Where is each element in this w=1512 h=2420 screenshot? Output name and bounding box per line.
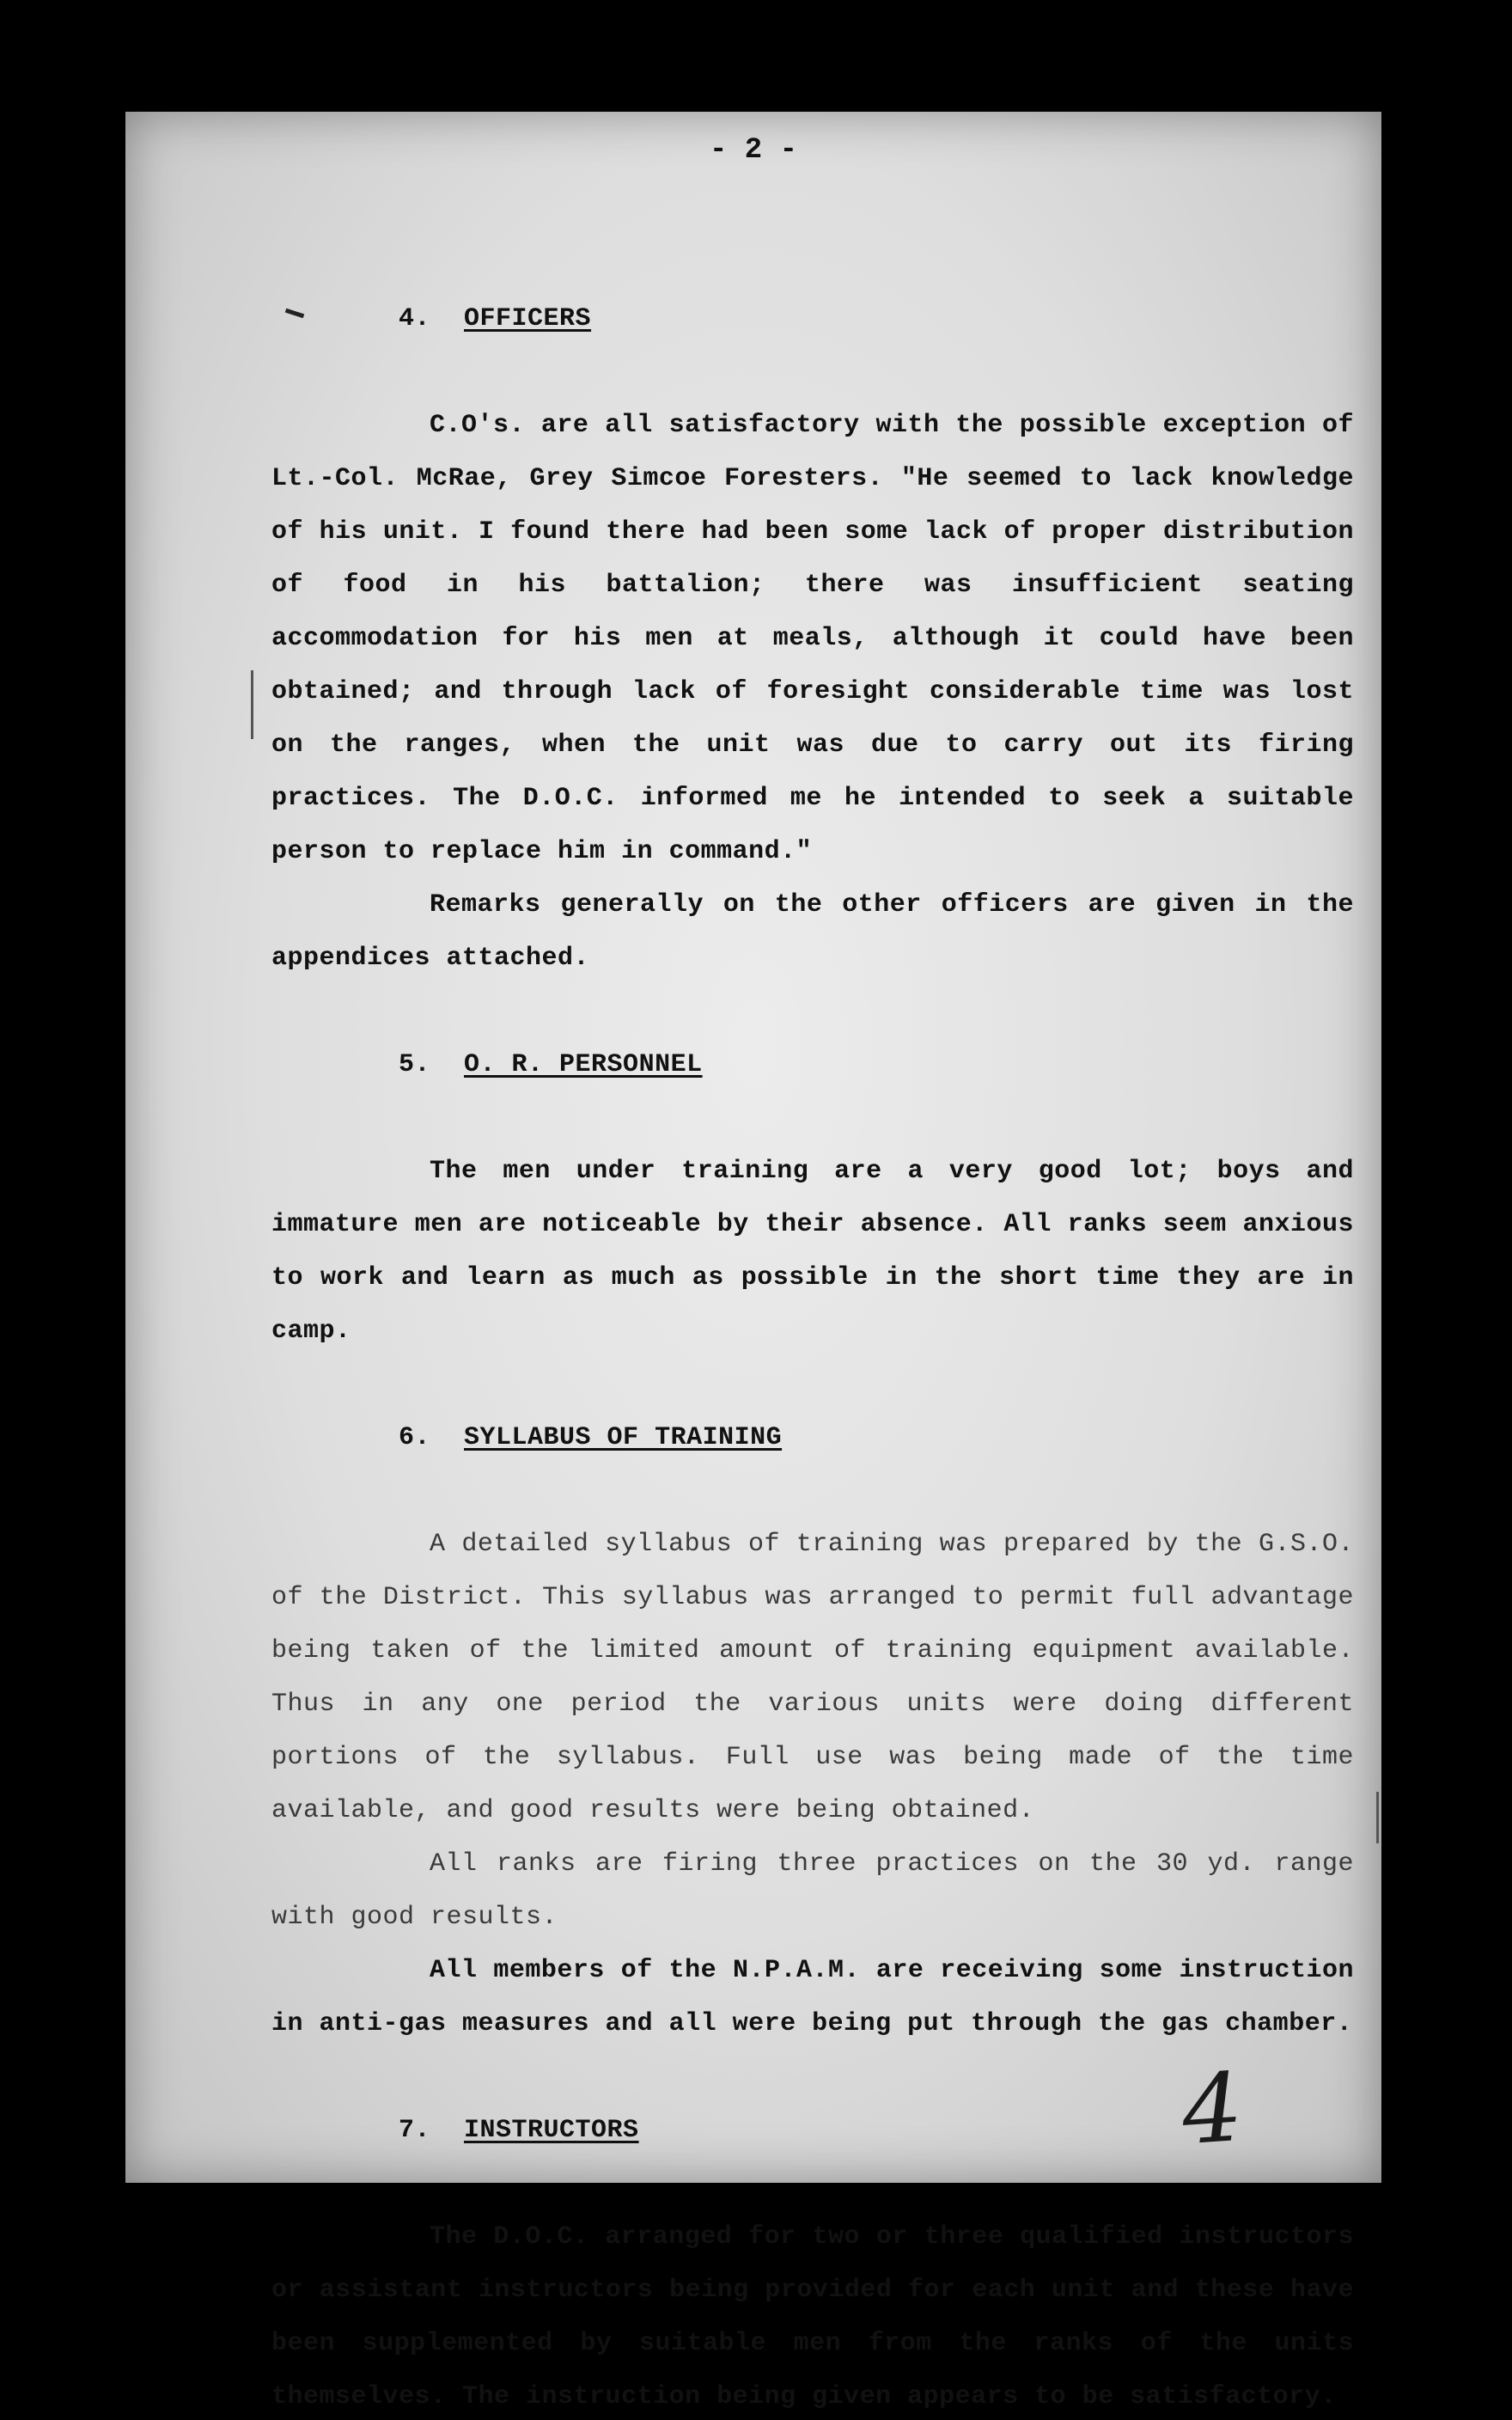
section-number: 5. [399,1050,431,1079]
section-title: O. R. PERSONNEL [464,1050,703,1079]
section-title: OFFICERS [464,304,592,333]
section-heading-officers [271,239,1354,399]
paragraph: The D.O.C. arranged for two or three qualified instructors or assistant instructors being provided for each unit and these have been supplemented by suitable men from the ranks of the units themselves. The instruction being given appears to be satisfactory. [271,2222,1354,2411]
handwritten-page-mark: 4 [1178,2051,1247,2166]
paragraph: All ranks are firing three practices on the 30 yd. range with good results. [271,1849,1354,1932]
section-number: 4. [399,304,431,333]
section-heading-syllabus [271,1358,1354,1518]
paragraph: A detailed syllabus of training was prepared by the G.S.O. of the District. This syllabus was arranged to permit full advantage being taken of the limited amount of training equipment available. Thus in any one period the various units were doing different portions of the syllabus. Full use was being made of the time available, and good results were being obtained. [271,1530,1354,1825]
paragraph: Remarks generally on the other officers are given in the appendices attached. [271,890,1354,973]
page-number: - 2 - [709,134,798,167]
paragraph: The men under training are a very good lot; boys and immature men are noticeable by their absence. All ranks seem anxious to work and learn as much as possible in the short time they are in camp. [271,1157,1354,1346]
section-number: 6. [399,1423,431,1452]
margin-mark [251,670,253,739]
section-title: INSTRUCTORS [464,2116,639,2145]
paragraph: C.O's. are all satisfactory with the possible exception of Lt.-Col. McRae, Grey Simcoe Foresters. "He seemed to lack knowledge of his unit. I found there had been some lack of proper distribution of food in his battalion; there was insufficient seating accommodation for his men at meals, although it could have been obtained; and through lack of foresight considerable time was lost on the ranges, when the unit was due to carry out its firing practices. The D.O.C. informed me he intended to seek a suitable person to replace him in command." [271,411,1354,866]
section-number: 7. [399,2116,431,2145]
section-title: SYLLABUS OF TRAINING [464,1423,783,1452]
paragraph: All members of the N.P.A.M. are receiving some instruction in anti-gas measures and all were being put through the gas chamber. [271,1956,1354,2038]
margin-mark [1376,1792,1379,1843]
document-page [125,112,1381,2411]
section-heading-personnel [271,985,1354,1145]
